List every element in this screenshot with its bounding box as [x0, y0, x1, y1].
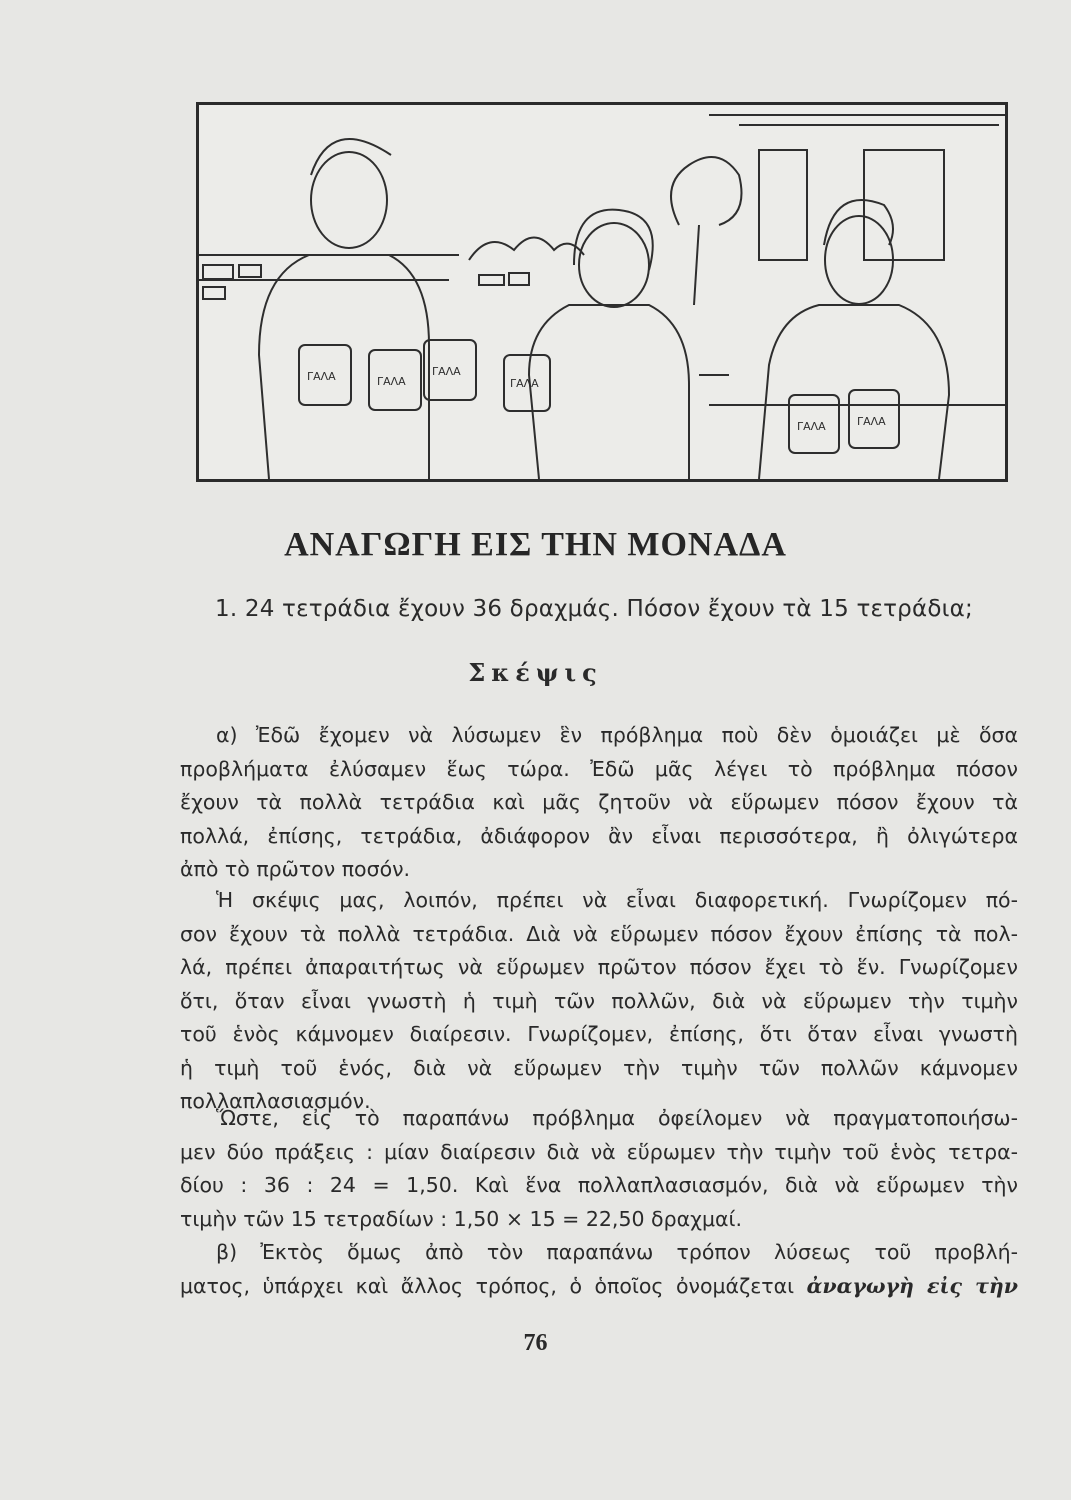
text-line: λά, πρέπει ἀπαραιτήτως νὰ εὕρωμεν πρῶτον πόσον ἔχει τὸ ἕν. Γνωρίζομεν — [180, 955, 1018, 979]
text-line: α) Ἐδῶ ἔχομεν νὰ λύσωμεν ἓν πρόβλημα ποὺ δὲν ὁμοιάζει μὲ ὅσα — [216, 723, 1018, 747]
boy-right-hair — [824, 200, 893, 245]
reasoning-heading: Σκέψις — [468, 658, 603, 687]
children-with-milk-cans-illustration — [196, 102, 1008, 482]
can-label: ΓΑΛΑ — [432, 365, 461, 378]
text-line: πολλά, ἐπίσης, τετράδια, ἀδιάφορον ἂν εἶναι περισσότερα, ἢ ὀλιγώτερα — [180, 823, 1018, 848]
illustration-drawing — [199, 105, 1005, 479]
boy-left-head — [311, 152, 387, 248]
emphasized-term: ἀναγωγὴ εἰς τὴν — [806, 1273, 1018, 1298]
boy-right-vest — [759, 305, 949, 479]
paragraph-b — [180, 884, 1018, 1119]
section-title: ΑΝΑΓΩΓΗ ΕΙΣ ΤΗΝ ΜΟΝΑΔΑ — [284, 526, 787, 563]
text-run: ματος, ὑπάρχει καὶ ἄλλος τρόπος, ὁ ὁποῖος ὀνομάζεται — [180, 1273, 795, 1298]
tree — [671, 157, 742, 305]
paragraph-c — [180, 1102, 1018, 1236]
text-line: ἀπὸ τὸ πρῶτον ποσόν. — [180, 857, 411, 881]
paragraph-a — [180, 719, 1018, 887]
paragraph-d — [180, 1236, 1018, 1303]
can-label: ΓΑΛΑ — [797, 420, 826, 433]
boy-left-sweater — [259, 255, 429, 479]
text-line: β) Ἐκτὸς ὅμως ἀπὸ τὸν παραπάνω τρόπον λύσεως τοῦ προβλή- — [216, 1240, 1018, 1264]
building-window — [759, 150, 807, 260]
can-label: ΓΑΛΑ — [510, 377, 539, 390]
building-top — [709, 115, 1005, 125]
text-line: τοῦ ἑνὸς κάμνομεν διαίρεσιν. Γνωρίζομεν, ἐπίσης, ὅτι ὅταν εἶναι γνωστὴ — [180, 1022, 1018, 1046]
text-line: τιμὴν τῶν 15 τετραδίων : 1,50 × 15 = 22,50 δραχμαί. — [180, 1206, 742, 1231]
text-line: πολλαπλασιασμόν. — [180, 1089, 371, 1113]
text-line: ἡ τιμὴ τοῦ ἑνός, διὰ νὰ εὕρωμεν τὴν τιμὴν τῶν πολλῶν κάμνομεν — [180, 1055, 1018, 1080]
building-window — [864, 150, 944, 260]
girl-head — [579, 223, 649, 307]
page-number: 76 — [523, 1330, 548, 1356]
problem-statement: 1. 24 τετράδια ἔχουν 36 δραχμάς. Πόσον ἔχουν τὰ 15 τετράδια; — [215, 596, 973, 622]
text-line — [180, 1270, 1018, 1304]
girl-dress — [529, 305, 689, 479]
text-line: προβλήματα ἐλύσαμεν ἕως τώρα. Ἐδῶ μᾶς λέγει τὸ πρόβλημα πόσον — [180, 756, 1018, 781]
text-line: Ὥστε, εἰς τὸ παραπάνω πρόβλημα ὀφείλομεν νὰ πραγματοποιήσω- — [216, 1106, 1018, 1130]
text-line: σον ἔχουν τὰ πολλὰ τετράδια. Διὰ νὰ εὕρωμεν πόσον ἔχουν ἐπίσης τὰ πολ- — [180, 921, 1018, 946]
can-label: ΓΑΛΑ — [377, 375, 406, 388]
wall-stones — [203, 265, 261, 299]
bushes — [469, 238, 584, 286]
text-line: ἔχουν τὰ πολλὰ τετράδια καὶ μᾶς ζητοῦν νὰ εὕρωμεν πόσον ἔχουν τὰ — [180, 790, 1018, 814]
text-line: δίου : 36 : 24 = 1,50. Καὶ ἕνα πολλαπλασιασμόν, διὰ νὰ εὕρωμεν τὴν — [180, 1173, 1018, 1197]
can-label: ΓΑΛΑ — [307, 370, 336, 383]
text-line: Ἡ σκέψις μας, λοιπόν, πρέπει νὰ εἶναι διαφορετική. Γνωρίζομεν πό- — [216, 888, 1018, 912]
text-line: ὅτι, ὅταν εἶναι γνωστὴ ἡ τιμὴ τῶν πολλῶν, διὰ νὰ εὕρωμεν τὴν τιμὴν — [180, 988, 1018, 1013]
can-label: ΓΑΛΑ — [857, 415, 886, 428]
text-line: μεν δύο πράξεις : μίαν διαίρεσιν διὰ νὰ εὕρωμεν τὴν τιμὴν τοῦ ἑνὸς τετρα- — [180, 1139, 1018, 1164]
